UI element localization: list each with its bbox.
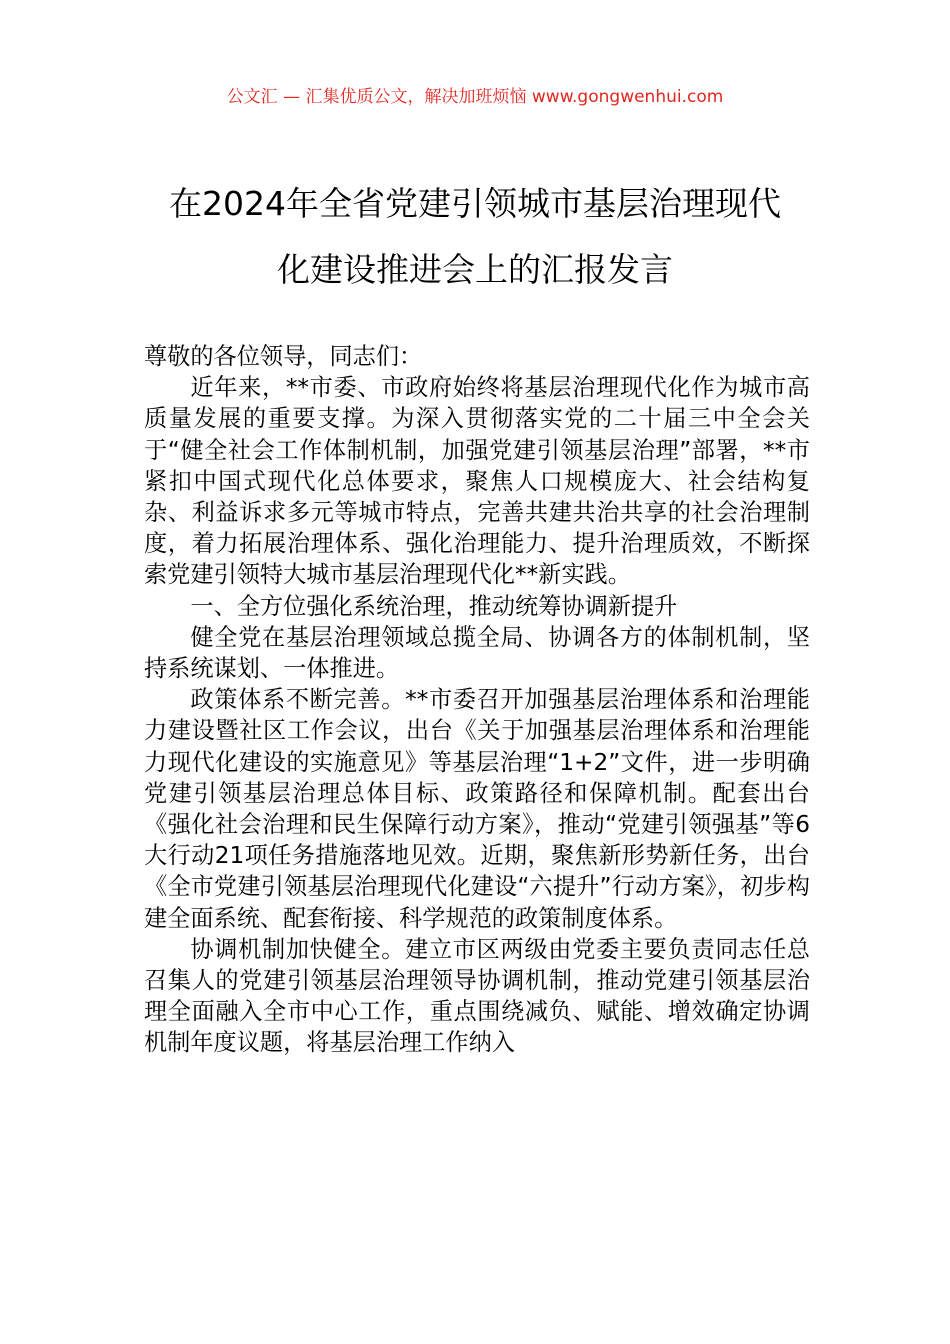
- site-banner: 公文汇 — 汇集优质公文，解决加班烦恼 www.gongwenhui.com: [226, 87, 724, 107]
- paragraph: 协调机制加快健全。建立市区两级由党委主要负责同志任总召集人的党建引领基层治理领导协调机制，推动党建引领基层治理全面融入全市中心工作，重点围绕减负、赋能、增效确定协调机制年度议题，将基层治理工作纳入: [144, 935, 810, 1057]
- document-title-line-1: 在2024年全省党建引领城市基层治理现代: [169, 184, 781, 223]
- paragraph-intro: 近年来，**市委、市政府始终将基层治理现代化作为城市高质量发展的重要支撑。为深入贯彻落实党的二十届三中全会关于“健全社会工作体制机制，加强党建引领基层治理”部署，**市紧扣中国式现代化总体要求，聚焦人口规模庞大、社会结构复杂、利益诉求多元等城市特点，完善共建共治共享的社会治理制度，着力拓展治理体系、强化治理能力、提升治理质效，不断探索党建引领特大城市基层治理现代化**新实践。: [144, 374, 810, 589]
- section-heading-1: 一、全方位强化系统治理，推动统筹协调新提升: [190, 592, 678, 620]
- document-body: [144, 341, 810, 1059]
- paragraph: 政策体系不断完善。**市委召开加强基层治理体系和治理能力建设暨社区工作会议，出台《关于加强基层治理体系和治理能力现代化建设的实施意见》等基层治理“1+2”文件，进一步明确党建引领基层治理总体目标、政策路径和保障机制。配套出台《强化社会治理和民生保障行动方案》，推动“党建引领强基”等6大行动21项任务措施落地见效。近期，聚焦新形势新任务，出台《全市党建引领基层治理现代化建设“六提升”行动方案》，初步构建全面系统、配套衔接、科学规范的政策制度体系。: [144, 686, 810, 932]
- paragraph: 健全党在基层治理领域总揽全局、协调各方的体制机制，坚持系统谋划、一体推进。: [144, 623, 810, 683]
- document-title-line-2: 化建设推进会上的汇报发言: [277, 250, 673, 289]
- salutation: 尊敬的各位领导，同志们：: [144, 343, 423, 370]
